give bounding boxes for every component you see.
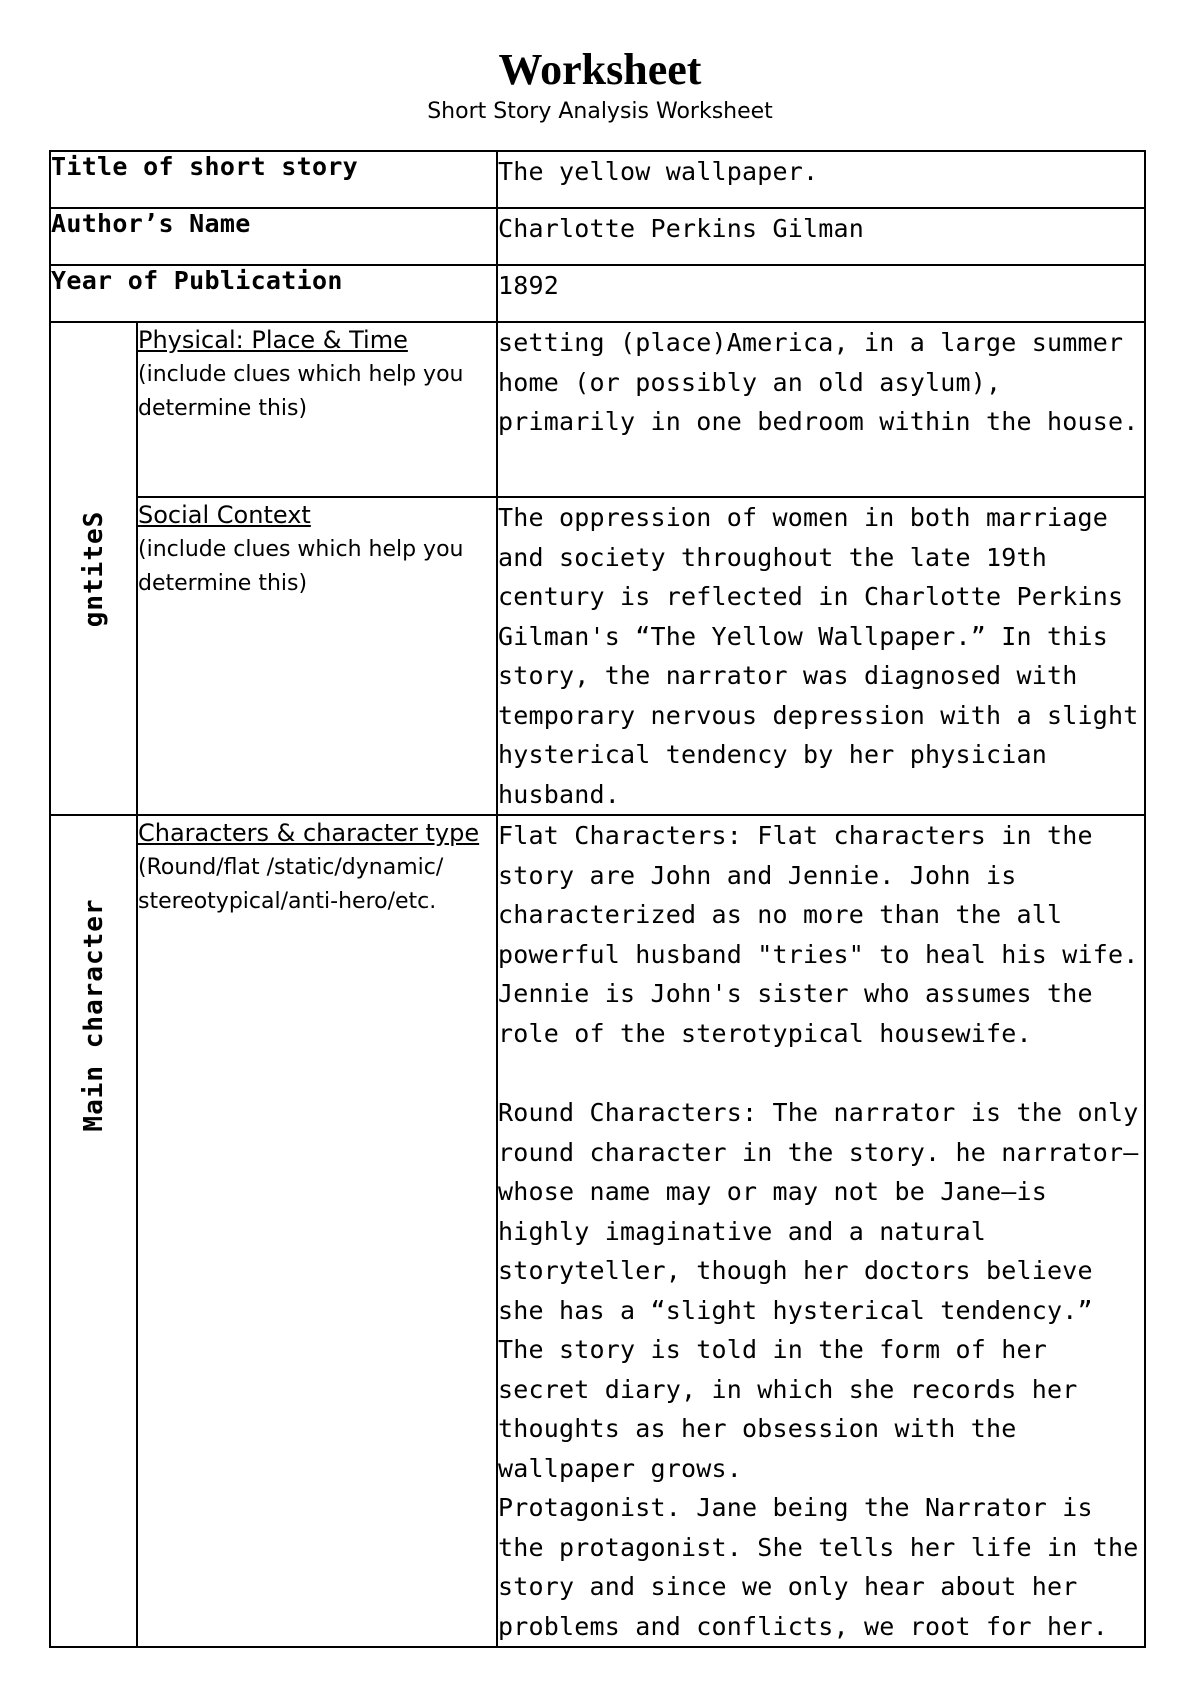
flat-characters-text: Flat Characters: Flat characters in the story are John and Jennie. John is characterized as no more than the all powerful husband "tries" to heal his wife. Jennie is John's sister who assumes the role of the sterotypical housewife.	[498, 821, 1154, 1048]
social-label-cell	[137, 497, 497, 815]
social-note: (include clues which help you determine this)	[138, 537, 464, 596]
page-subtitle: Short Story Analysis Worksheet	[427, 99, 773, 124]
row-title	[50, 151, 1145, 208]
protagonist-text: Protagonist. Jane being the Narrator is the protagonist. She tells her life in the story and since we only hear about her problems and conflicts, we root for her.	[498, 1493, 1154, 1641]
physical-label-cell	[137, 322, 497, 497]
worksheet-table	[49, 150, 1154, 1648]
paragraph-gap	[498, 1053, 1144, 1093]
label-year: Year of Publication	[50, 265, 497, 322]
characters-group-label: Main character	[78, 898, 109, 1132]
row-author	[50, 208, 1145, 265]
characters-label-cell	[137, 815, 497, 1647]
row-setting-physical	[50, 322, 1145, 497]
label-title: Title of short story	[50, 151, 497, 208]
characters-note: (Round/flat /static/dynamic/ stereotypical/anti-hero/etc.	[138, 855, 444, 914]
row-year	[50, 265, 1145, 322]
round-characters-text: Round Characters: The narrator is the only round character in the story. he narrator—whose name may or may not be Jane—is highly imaginative and a natural storyteller, though her doctors believe she has a “slight hysterical tendency.” The story is told in the form of her secret diary, in which she records her thoughts as her obsession with the wallpaper grows.	[498, 1098, 1154, 1483]
physical-title: Physical: Place & Time	[138, 326, 408, 354]
page-title: Worksheet	[498, 45, 702, 94]
social-value: The oppression of women in both marriage and society throughout the late 19th century is reflected in Charlotte Perkins Gilman's “The Yellow Wallpaper.” In this story, the narrator was diagnosed with temporary nervous depression with a slight hysterical tendency by her physician husband.	[497, 497, 1145, 815]
physical-note: (include clues which help you determine this)	[138, 362, 464, 421]
characters-title: Characters & character type	[138, 819, 480, 847]
row-setting-social	[50, 497, 1145, 815]
social-title: Social Context	[138, 501, 311, 529]
setting-group-label: gntiteS	[78, 510, 109, 627]
row-characters	[50, 815, 1145, 1647]
physical-value: setting (place)America, in a large summer home (or possibly an old asylum), primarily in one bedroom within the house.	[497, 322, 1145, 497]
characters-group-cell	[50, 815, 137, 1647]
label-author: Author’s Name	[50, 208, 497, 265]
value-author: Charlotte Perkins Gilman	[497, 208, 1145, 265]
characters-value	[497, 815, 1154, 1647]
setting-group-cell	[50, 322, 137, 815]
value-year: 1892	[497, 265, 1145, 322]
value-title: The yellow wallpaper.	[497, 151, 1145, 208]
